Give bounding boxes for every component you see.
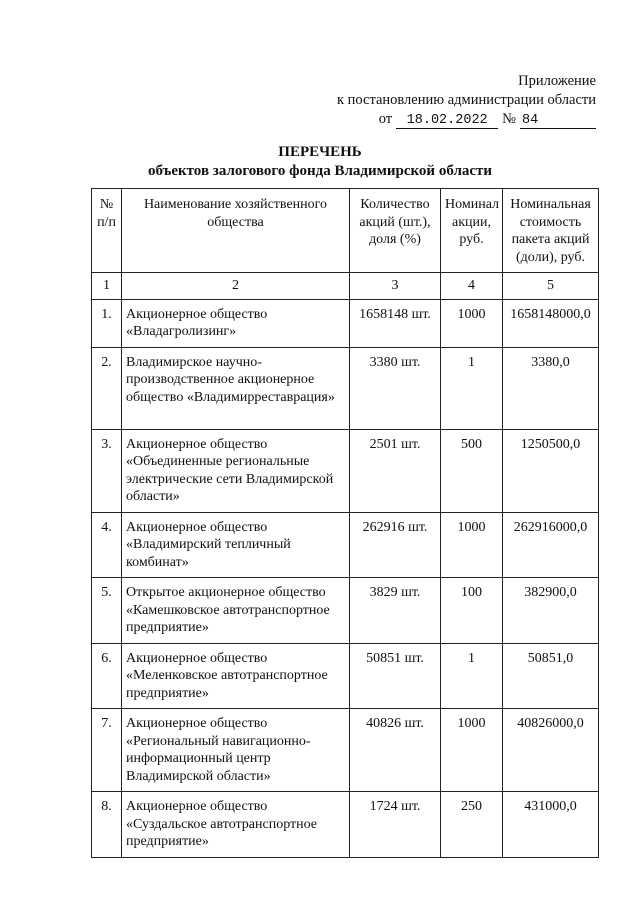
company-name: Акционерное общество «Региональный навигационно-информационный центр Владимирской области» <box>122 709 350 792</box>
table-row <box>92 429 599 512</box>
header-name: Наименование хозяйственного общества <box>122 189 350 273</box>
share-nominal: 100 <box>441 578 503 644</box>
share-nominal: 1 <box>441 347 503 429</box>
appendix-header <box>337 72 596 129</box>
share-quantity: 3380 шт. <box>350 347 441 429</box>
document-title <box>0 143 640 181</box>
share-quantity: 1724 шт. <box>350 792 441 858</box>
share-nominal: 1 <box>441 643 503 709</box>
company-name: Акционерное общество «Суздальское автотранспортное предприятие» <box>122 792 350 858</box>
header-value: Номинальная стоимость пакета акций (доли), руб. <box>503 189 599 273</box>
table-row <box>92 512 599 578</box>
column-number: 1 <box>92 273 122 300</box>
header-qty: Количество акций (шт.), доля (%) <box>350 189 441 273</box>
table-row <box>92 709 599 792</box>
appendix-label: Приложение <box>518 73 596 89</box>
date-prefix: от <box>378 111 393 127</box>
appendix-reference: к постановлению администрации области <box>336 92 596 108</box>
share-quantity: 1658148 шт. <box>350 299 441 347</box>
row-number: 2. <box>92 347 122 429</box>
decree-number: 84 <box>520 113 596 129</box>
package-value: 1658148000,0 <box>503 299 599 347</box>
share-nominal: 1000 <box>441 299 503 347</box>
share-nominal: 1000 <box>441 709 503 792</box>
row-number: 8. <box>92 792 122 858</box>
row-number: 5. <box>92 578 122 644</box>
package-value: 1250500,0 <box>503 429 599 512</box>
company-name: Акционерное общество «Объединенные региональные электрические сети Владимирской области» <box>122 429 350 512</box>
share-nominal: 250 <box>441 792 503 858</box>
column-number: 5 <box>503 273 599 300</box>
share-quantity: 262916 шт. <box>350 512 441 578</box>
table-header-row <box>92 189 599 273</box>
title-main: ПЕРЕЧЕНЬ <box>278 144 362 160</box>
package-value: 262916000,0 <box>503 512 599 578</box>
title-sub: объектов залогового фонда Владимирской области <box>147 163 493 179</box>
table-row <box>92 792 599 858</box>
table-row <box>92 299 599 347</box>
header-nominal: Номинал акции, руб. <box>441 189 503 273</box>
table-row <box>92 643 599 709</box>
share-quantity: 50851 шт. <box>350 643 441 709</box>
column-number: 3 <box>350 273 441 300</box>
share-quantity: 40826 шт. <box>350 709 441 792</box>
share-quantity: 3829 шт. <box>350 578 441 644</box>
table-row <box>92 347 599 429</box>
company-name: Владимирское научно-производственное акционерное общество «Владимирреставрация» <box>122 347 350 429</box>
number-prefix: № <box>502 111 516 127</box>
company-name: Акционерное общество «Меленковское автотранспортное предприятие» <box>122 643 350 709</box>
package-value: 382900,0 <box>503 578 599 644</box>
share-nominal: 1000 <box>441 512 503 578</box>
package-value: 3380,0 <box>503 347 599 429</box>
column-number-row <box>92 273 599 300</box>
share-nominal: 500 <box>441 429 503 512</box>
column-number: 4 <box>441 273 503 300</box>
row-number: 4. <box>92 512 122 578</box>
share-quantity: 2501 шт. <box>350 429 441 512</box>
collateral-fund-table <box>91 188 599 858</box>
table-row <box>92 578 599 644</box>
appendix-date-line <box>337 110 596 129</box>
row-number: 1. <box>92 299 122 347</box>
row-number: 3. <box>92 429 122 512</box>
package-value: 40826000,0 <box>503 709 599 792</box>
company-name: Акционерное общество «Владимирский тепличный комбинат» <box>122 512 350 578</box>
column-number: 2 <box>122 273 350 300</box>
company-name: Открытое акционерное общество «Камешковское автотранспортное предприятие» <box>122 578 350 644</box>
row-number: 7. <box>92 709 122 792</box>
package-value: 50851,0 <box>503 643 599 709</box>
row-number: 6. <box>92 643 122 709</box>
company-name: Акционерное общество «Владагролизинг» <box>122 299 350 347</box>
header-num: № п/п <box>92 189 122 273</box>
package-value: 431000,0 <box>503 792 599 858</box>
decree-date: 18.02.2022 <box>396 113 498 129</box>
